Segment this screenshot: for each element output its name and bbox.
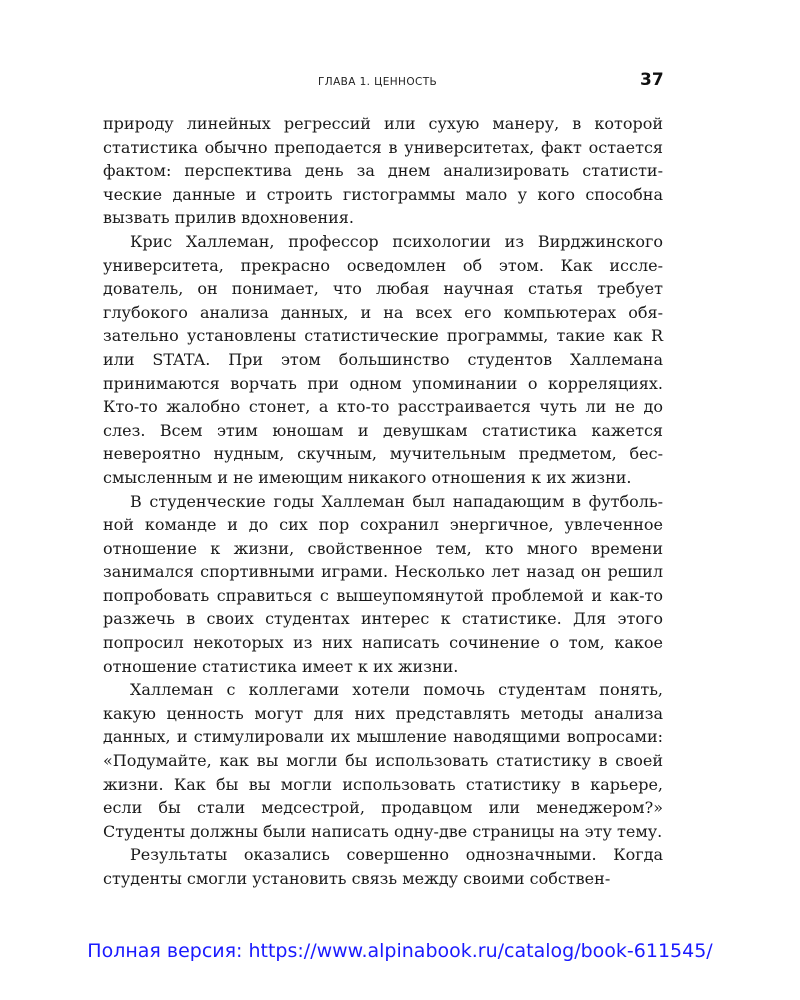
paragraph: природу линейных регрессий или сухую манеру, в которой статистика обычно преподается в университетах, факт остается фактом: перспектива день за днем анализировать статистические данные и строить гистограммы мало у кого способна вызвать прилив вдохновения. xyxy=(103,114,663,228)
body-text xyxy=(103,112,663,891)
paragraph: Крис Халлеман, профессор психологии из Вирджинского университета, прекрасно осведомлен об этом. Как исследователь, он понимает, что любая научная статья требует глубокого анализа данных, и на всех его компьютерах обязательно установлены статистические программы, такие как R или STATA. При этом большинство студентов Халлемана принимаются ворчать при одном упоминании о корреляциях. Кто-то жалобно стонет, а кто-то расстраивается чуть ли не до слез. Всем этим юношам и девушкам статистика кажется невероятно нудным, скучным, мучительным предметом, бессмысленным и не имеющим никакого отношения к их жизни. xyxy=(103,231,663,487)
paragraph: В студенческие годы Халлеман был нападающим в футбольной команде и до сих пор сохранил энергичное, увлеченное отношение к жизни, свойственное тем, кто много времени занимался спортивными играми. Несколько лет назад он решил попробовать справиться с вышеупомянутой проблемой и как-то разжечь в своих студентах интерес к статистике. Для этого попросил некоторых из них написать сочинение о том, какое отношение статистика имеет к их жизни. xyxy=(103,491,663,676)
paragraph: Результаты оказались совершенно однозначными. Когда студенты смогли установить связь между своими собствен- xyxy=(103,845,663,888)
page-number: 37 xyxy=(640,70,664,90)
full-version-link[interactable]: Полная версия: https://www.alpinabook.ru/catalog/book-611545/ xyxy=(87,940,713,962)
paragraph: Халлеман с коллегами хотели помочь студентам понять, какую ценность могут для них представлять методы анализа данных, и стимулировали их мышление наводящими вопросами: «Подумайте, как вы могли бы использовать статистику в своей жизни. Как бы вы могли использовать статистику в карьере, если бы стали медсестрой, продавцом или менеджером?» Студенты должны были написать одну-две страницы на эту тему. xyxy=(103,680,663,841)
running-head-title: ГЛАВА 1. ЦЕННОСТЬ xyxy=(318,76,438,88)
